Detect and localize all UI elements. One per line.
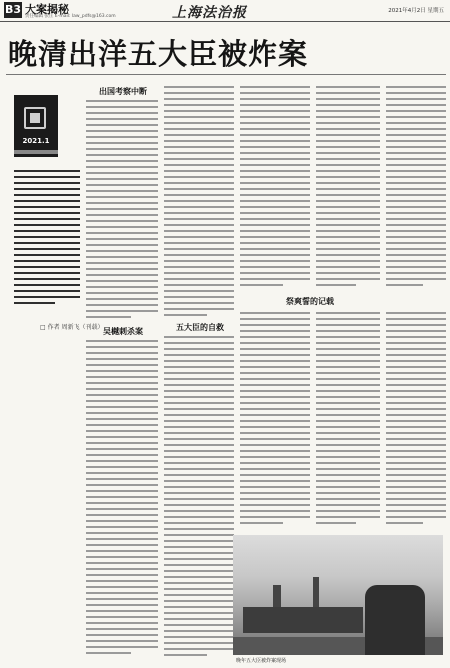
body-column-6b: [386, 312, 446, 528]
divider: [6, 74, 446, 75]
photo-ship-shape: [243, 607, 363, 633]
body-column-4a: [240, 86, 310, 290]
subhead-3: 五大臣的自救: [176, 323, 224, 332]
subhead-2: 吴樾刺杀案: [103, 327, 143, 336]
body-column-6a: [386, 86, 446, 290]
book-cover-stripe: [14, 150, 58, 154]
subhead-4: 祭爽誓的记载: [286, 297, 334, 306]
book-cover-image: [14, 95, 58, 157]
body-column-5a: [316, 86, 380, 290]
section-title: 大案揭秘: [25, 3, 69, 16]
issue-date: 2021年4月2日 星期五: [388, 8, 444, 14]
body-column-2a: [86, 100, 158, 322]
body-column-2b: [86, 340, 158, 658]
body-column-3b: [164, 336, 234, 660]
article-headline: 晚清出洋五大臣被炸案: [8, 37, 309, 71]
masthead: [0, 0, 450, 22]
page-number-badge: B3: [4, 3, 22, 16]
editor-line: 责任编辑 张正 E-mail: law_pdfs@163.com: [25, 14, 116, 19]
body-column-5b: [316, 312, 380, 528]
book-cover-emblem: [24, 107, 46, 129]
intro-author: □ 作者 周新飞（刊载）: [40, 324, 104, 331]
newspaper-name: 上海法治报: [172, 5, 247, 21]
photo-caption: 晚年五大臣被炸案现场: [236, 658, 287, 664]
photo-figures: [365, 585, 425, 655]
body-column-3a: [164, 86, 234, 320]
intro-paragraph: [14, 170, 80, 308]
body-column-4b: [240, 312, 310, 528]
subhead-1: 出国考察中断: [99, 87, 147, 96]
historical-photo: [233, 535, 443, 655]
book-cover-year: 2021.1: [22, 137, 50, 145]
